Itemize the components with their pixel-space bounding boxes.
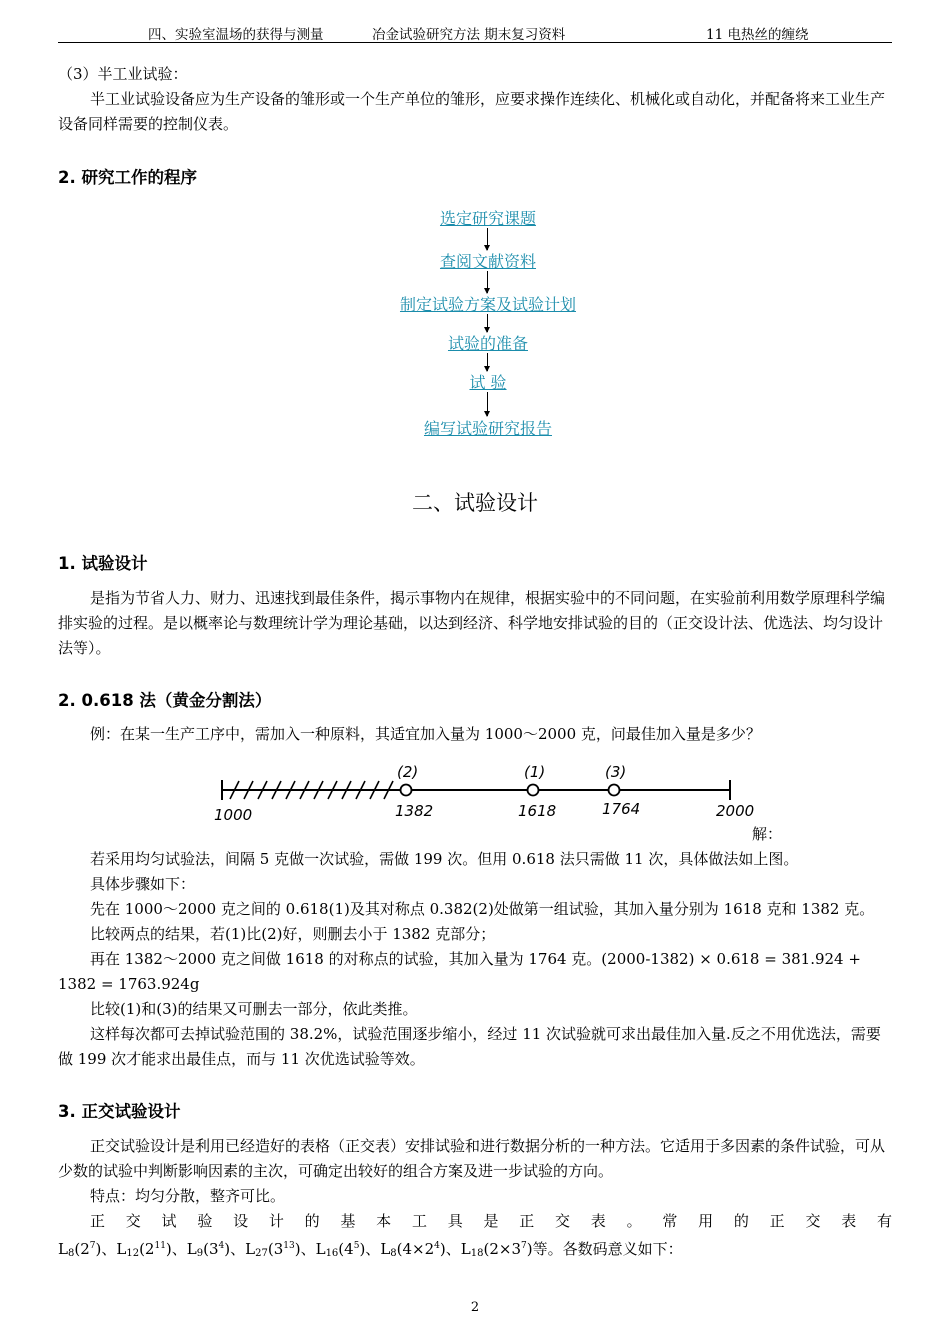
golden-line-7: 这样每次都可去掉试验范围的 38.2%，试验范围逐步缩小，经过 11 次试验就可求出最佳加入量.反之不用优选法，需要做 199 次才能求出最佳点，而与 11 次优选试验等效。 [58, 1025, 881, 1068]
point-label-3: (3) [605, 763, 627, 781]
orthogonal-body: 正交试验设计是利用已经造好的表格（正交表）安排试验和进行数据分析的一种方法。它适用于多因素的条件试验，可从少数的试验中判断影响因素的主次，可确定出较好的组合方案及进一步试验的方向。 [58, 1137, 886, 1180]
research-heading: 2. 研究工作的程序 [58, 168, 197, 187]
point-label-1: (1) [524, 763, 546, 781]
golden-line-3: 先在 1000～2000 克之间的 0.618(1)及其对称点 0.382(2)处做第一组试验，其加入量分别为 1618 克和 1382 克。 [90, 900, 875, 918]
golden-line-2: 具体步骤如下： [90, 875, 196, 893]
flow-step-1[interactable]: 选定研究课题 [439, 209, 536, 228]
ortho-table-2: $L_{12}(2^{11})$ [116, 1240, 172, 1259]
flow-arrow-2 [487, 271, 488, 293]
golden-section-diagram [200, 758, 770, 828]
page-header [58, 20, 892, 43]
flow-step-3[interactable]: 制定试验方案及试验计划 [399, 295, 576, 314]
orthogonal-tables-line: $L_8(2^7)$、$L_{12}(2^{11})$、$L_9(3^4)$、$L_{27}(3^{13})$、$L_{16}(4^5)$、$L_8(4\times 2^4)$、$L_{18}(2\times 3^7)$等。各数码意义如下： [58, 1240, 683, 1259]
flow-step-5[interactable]: 试 验 [469, 373, 507, 392]
flow-arrow-5 [487, 392, 488, 416]
orthogonal-tail: 等。各数码意义如下： [532, 1240, 683, 1258]
tick-label-1382: 1382 [395, 802, 434, 820]
point-1382 [401, 785, 412, 796]
page-number: 2 [470, 1300, 480, 1315]
golden-line-5: 再在 1382～2000 克之间做 1618 的对称点的试验，其加入量为 1764 克。(2000-1382) × 0.618 = 381.924 + 1382 = 1763.924g [58, 950, 861, 993]
golden-heading: 2. 0.618 法（黄金分割法） [58, 691, 272, 710]
orthogonal-heading: 3. 正交试验设计 [58, 1102, 181, 1121]
header-right: 11 电热丝的缠绕 [706, 27, 809, 43]
solution-label: 解： [752, 825, 783, 843]
point-label-2: (2) [397, 763, 419, 781]
item3-title: （3）半工业试验： [58, 65, 188, 83]
golden-line-6: 比较(1)和(3)的结果又可删去一部分，依此类推。 [90, 1000, 418, 1018]
tick-label-1764: 1764 [602, 800, 641, 818]
tick-label-1618: 1618 [518, 802, 557, 820]
flow-step-2[interactable]: 查阅文献资料 [439, 252, 536, 271]
header-center: 冶金试验研究方法 期末复习资料 [372, 27, 566, 43]
ortho-table-4: $L_{27}(3^{13})$ [245, 1240, 301, 1259]
golden-line-1: 若采用均匀试验法，间隔 5 克做一次试验，需做 199 次。但用 0.618 法只需做 11 次，具体做法如上图。 [90, 850, 799, 868]
tick-label-2000: 2000 [716, 802, 755, 820]
flow-arrow-3 [487, 314, 488, 332]
flow-arrow-4 [487, 353, 488, 371]
design-heading: 1. 试验设计 [58, 554, 148, 573]
chapter-title: 二、试验设计 [412, 491, 538, 515]
ortho-table-6: $L_8(4\times 2^4)$ [380, 1240, 446, 1259]
header-left: 四、实验室温场的获得与测量 [148, 27, 324, 43]
design-body: 是指为节省人力、财力、迅速找到最佳条件，揭示事物内在规律，根据实验中的不同问题，在实验前利用数学原理科学编排实验的过程。是以概率论与数理统计学为理论基础，以达到经济、科学地安排试验的目的（正交设计法、优选法、均匀设计法等）。 [58, 589, 886, 657]
flow-step-4[interactable]: 试验的准备 [447, 334, 528, 353]
flow-step-6[interactable]: 编写试验研究报告 [423, 419, 552, 438]
golden-line-4: 比较两点的结果，若(1)比(2)好，则删去小于 1382 克部分； [90, 925, 496, 943]
ortho-table-7: $L_{18}(2\times 3^7)$ [460, 1240, 533, 1259]
point-1764 [609, 785, 620, 796]
point-1618 [528, 785, 539, 796]
flow-arrow-1 [487, 228, 488, 250]
ortho-table-1: $L_8(2^7)$ [58, 1240, 102, 1259]
item3-body: 半工业试验设备应为生产设备的雏形或一个生产单位的雏形，应要求操作连续化、机械化或自动化，并配备将来工业生产设备同样需要的控制仪表。 [58, 90, 886, 133]
orthogonal-tools-line: 正交试验设计的基本工具是正交表。常用的正交表有 [90, 1212, 892, 1230]
ortho-table-3: $L_9(3^4)$ [186, 1240, 231, 1259]
ortho-table-5: $L_{16}(4^5)$ [315, 1240, 366, 1259]
golden-example: 例：在某一生产工序中，需加入一种原料，其适宜加入量为 1000～2000 克，问最佳加入量是多少？ [90, 725, 761, 743]
tick-label-1000: 1000 [214, 806, 253, 824]
orthogonal-features: 特点：均匀分散，整齐可比。 [90, 1187, 286, 1205]
